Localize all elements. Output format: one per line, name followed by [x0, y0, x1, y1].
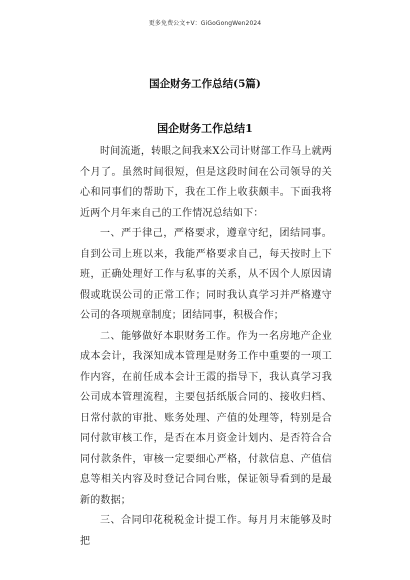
body-paragraph-intro: 时间流逝，转眼之间我来X公司计财部工作马上就两个月了。虽然时间很短，但是这段时间在公司领导的关心和同事们的帮助下，我在工作上收获颇丰。下面我将近两个月年来自己的工作情况总结如下：: [80, 146, 332, 219]
body-paragraph-stamp-tax: 三、合同印花税税金计提工作。每月月末能够及时把: [80, 515, 332, 547]
body-paragraph-discipline: 一、严于律己，严格要求，遵章守纪，团结同事。自到公司上班以来，我能严格要求自己，每天按时上下班，正确处理好工作与私事的关系，从不因个人原因请假或耽误公司的正常工作；同时我认真学习并严格遵守公司的各项规章制度；团结同事，积极合作；: [80, 228, 332, 321]
section-title: 国企财务工作总结1: [157, 122, 253, 135]
document-title: 国企财务工作总结(5篇): [149, 78, 261, 90]
header-promo-note: 更多免费公文+V：GiGoGongWen2024: [148, 20, 262, 27]
body-paragraph-finance-work: 二、能够做好本职财务工作。作为一名房地产企业成本会计，我深知成本管理是财务工作中重要的一项工作内容，在前任成本会计王霞的指导下，我认真学习我公司成本管理流程，主要包括纸版合同的、接收归档、日常付款的审批、账务处理、产值的处理等，特别是合同付款审核工作，是否在本月资金计划内、是否符合合同付款条件，审核一定要细心严格，付款信息、产值信息等相关内容及时登记合同台账，保证领导看到的是最新的数据；: [80, 330, 332, 506]
document-body: [80, 142, 332, 552]
